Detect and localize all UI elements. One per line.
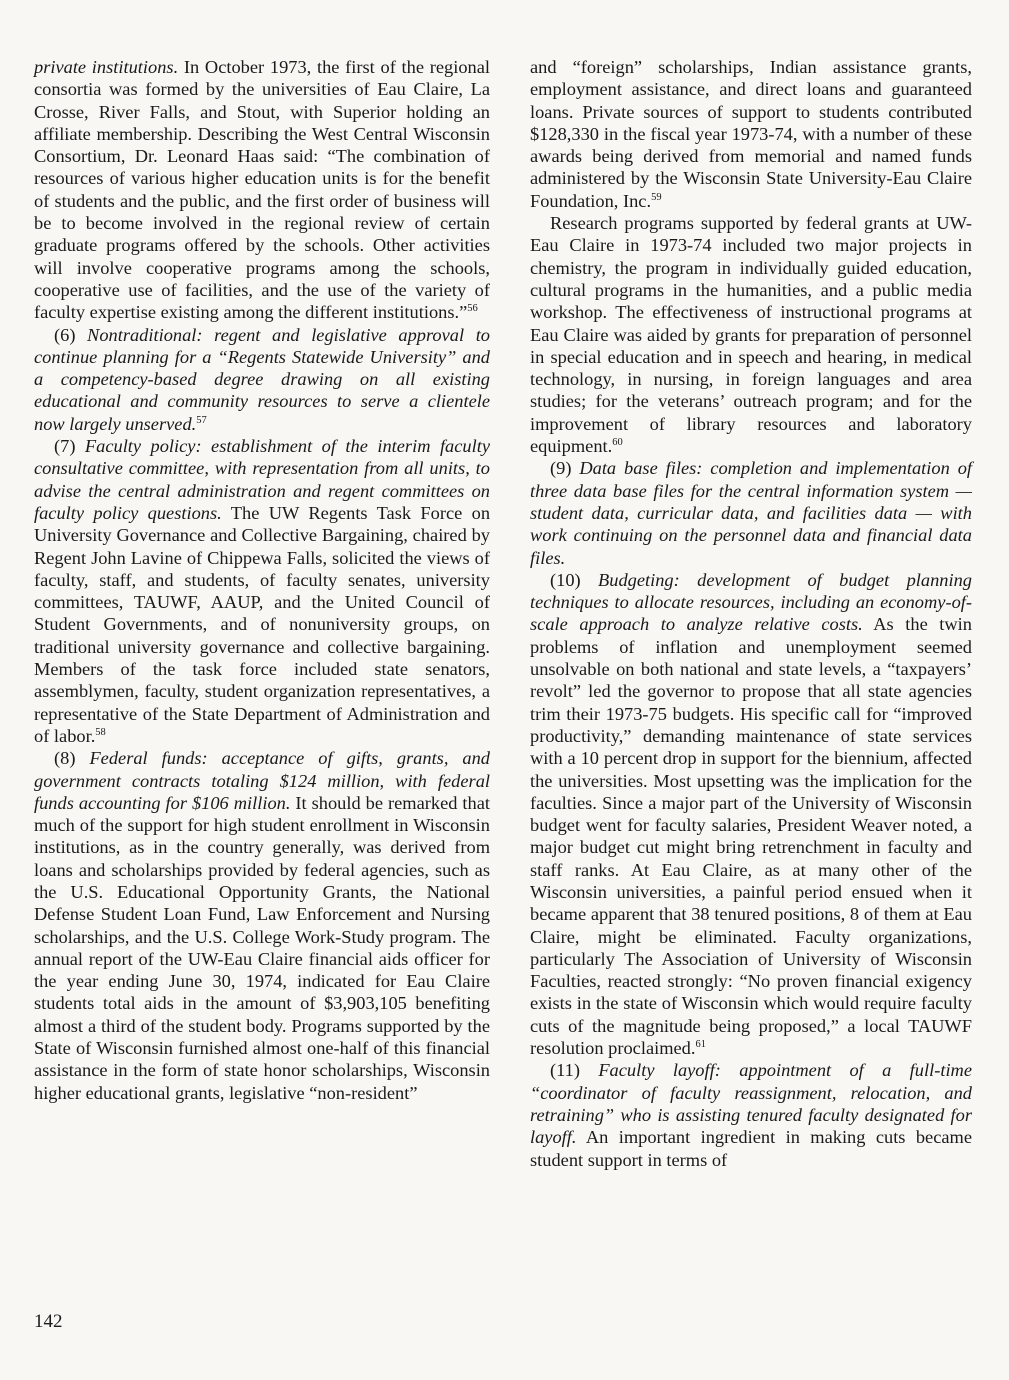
paragraph-text: The UW Regents Task Force on University Governance and Collective Bargaining, chaired by Regent John Lavine of Chippewa Falls, solicited the views of faculty, staff, and students, of faculty senates, university committees, TAUWF, AAUP, and the United Council of Student Governments, and of nonuniversity groups, on traditional university governance and collective bargaining. Members of the task force included state senators, assemblymen, faculty, student organization representatives, a representative of the State Department of Administration and of labor. — [34, 502, 491, 746]
paragraph-item-7-faculty-policy — [34, 435, 490, 747]
footnote-ref: 57 — [196, 414, 207, 426]
footnote-ref: 60 — [612, 437, 623, 449]
item-heading-italic: Data base files: completion and implementation of three data base files for the central information system — student data, curricular data, and facilities data — with work continuing on the personnel data and financial data files. — [530, 458, 972, 568]
paragraph-item-11-faculty-layoff — [530, 1059, 972, 1170]
paragraph-text: As the twin problems of inflation and unemployment seemed unsolvable on both national and state levels, a “taxpayers’ revolt” led the governor to propose that all state agencies trim their 1973-75 budgets. His specific call for “improved productivity,” demanding maintenance of state services with a 10 percent drop in support for the biennium, affected the universities. Most upsetting was the implication for the faculties. Since a major part of the University of Wisconsin budget went for faculty salaries, President Weaver noted, a major budget cut might bring retrenchment in faculty and staff ranks. At Eau Claire, as at many other of the Wisconsin universities, a painful period ensued when it became apparent that 38 tenured positions, 8 of them at Eau Claire, might be eliminated. Faculty organizations, particularly The Association of University of Wisconsin Faculties, reacted strongly: “No proven financial exigency exists in the state of Wisconsin which would require faculty cuts of the magnitude being proposed,” a local TAUWF resolution proclaimed. — [530, 614, 972, 1059]
item-number: (11) — [550, 1060, 599, 1081]
paragraph-item-10-budgeting — [530, 569, 972, 1060]
paragraph-text: and “foreign” scholarships, Indian assistance grants, employment assistance, and direct loans and guaranteed loans. Private sources of support to students contributed $128,330 in the fiscal year 1973-74, with a number of these awards being derived from memorial and named funds administered by the Wisconsin State University-Eau Claire Foundation, Inc. — [530, 57, 972, 211]
footnote-ref: 58 — [95, 726, 106, 738]
paragraph-text: It should be remarked that much of the support for high student enrollment in Wisconsin institutions, as in the country generally, was derived from loans and scholarships provided by federal agencies, such as the U.S. Educational Opportunity Grants, the National Defense Student Loan Fund, Law Enforcement and Nursing scholarships, and the U.S. College Work-Study program. The annual report of the UW-Eau Claire financial aids officer for the year ending June 30, 1974, indicated for Eau Claire students total aids in the amount of $3,903,105 benefiting almost a third of the student body. Programs supported by the State of Wisconsin furnished almost one-half of this financial assistance in the form of state honor scholarships, Wisconsin higher educational grants, legislative “non-resident” — [34, 792, 490, 1103]
paragraph-item-8-federal-funds — [34, 747, 490, 1104]
item-heading-italic: Faculty policy: establishment of the interim faculty consultative committee, with representation from all units, to advise the central administration and regent committees on faculty policy questions. — [34, 436, 490, 523]
left-column — [34, 56, 490, 1104]
paragraph-text: In October 1973, the first of the regional consortia was formed by the universities of Eau Claire, La Crosse, River Falls, and Stout, with Superior holding an affiliate membership. Describing the West Central Wisconsin Consortium, Dr. Leonard Haas said: “The combination of resources of various higher education units is for the benefit of students and the public, and the first order of business will be to become involved in the regional review of certain graduate programs offered by the schools. Other activities will involve cooperative programs among the schools, cooperative use of facilities, and the use of the variety of faculty expertise existing among the different institutions.” — [34, 57, 490, 323]
paragraph-text: An important ingredient in making cuts became student support in terms of — [530, 1127, 972, 1170]
item-number: (10) — [550, 569, 599, 590]
paragraph-research-programs — [530, 212, 972, 457]
paragraph-item-9-data-base — [530, 457, 972, 568]
footnote-ref: 59 — [651, 191, 662, 203]
page-number: 142 — [34, 1311, 63, 1332]
footnote-ref: 61 — [695, 1039, 706, 1051]
right-column — [530, 56, 972, 1171]
paragraph-lead-italic: private institutions. — [34, 57, 179, 77]
paragraph-text: Research programs supported by federal grants at UW-Eau Claire in 1973-74 included two major projects in chemistry, the program in individually guided education, cultural programs in the humanities, and a public media workshop. The effectiveness of instructional programs at Eau Claire was aided by grants for preparation of personnel in special education and in speech and hearing, in medical technology, in nursing, in foreign languages and area studies; for the veterans’ outreach program; and for the improvement of library resources and laboratory equipment. — [530, 213, 972, 457]
item-number: (6) — [54, 324, 88, 345]
item-number: (8) — [54, 748, 90, 769]
item-heading-italic: Faculty layoff: appointment of a full-time “coordinator of faculty reassignment, relocation, and retraining” who is assisting tenured faculty designated for layoff. — [530, 1060, 972, 1148]
item-heading-italic: Nontraditional: regent and legislative approval to continue planning for a “Regents Statewide University” and a competency-based degree drawing on all existing educational and community resources to serve a clientele now largely unserved. — [34, 324, 490, 434]
item-heading-italic: Budgeting: development of budget planning techniques to allocate resources, including an economy-of-scale approach to analyze relative costs. — [530, 569, 972, 635]
item-number: (9) — [550, 458, 580, 479]
paragraph-regional-consortia — [34, 56, 490, 324]
item-number: (7) — [54, 436, 85, 457]
paragraph-item-6-nontraditional — [34, 324, 490, 435]
paragraph-scholarships-continued — [530, 56, 972, 212]
footnote-ref: 56 — [467, 303, 478, 315]
item-heading-italic: Federal funds: acceptance of gifts, grants, and government contracts totaling $124 million, with federal funds accounting for $106 million. — [34, 748, 490, 813]
